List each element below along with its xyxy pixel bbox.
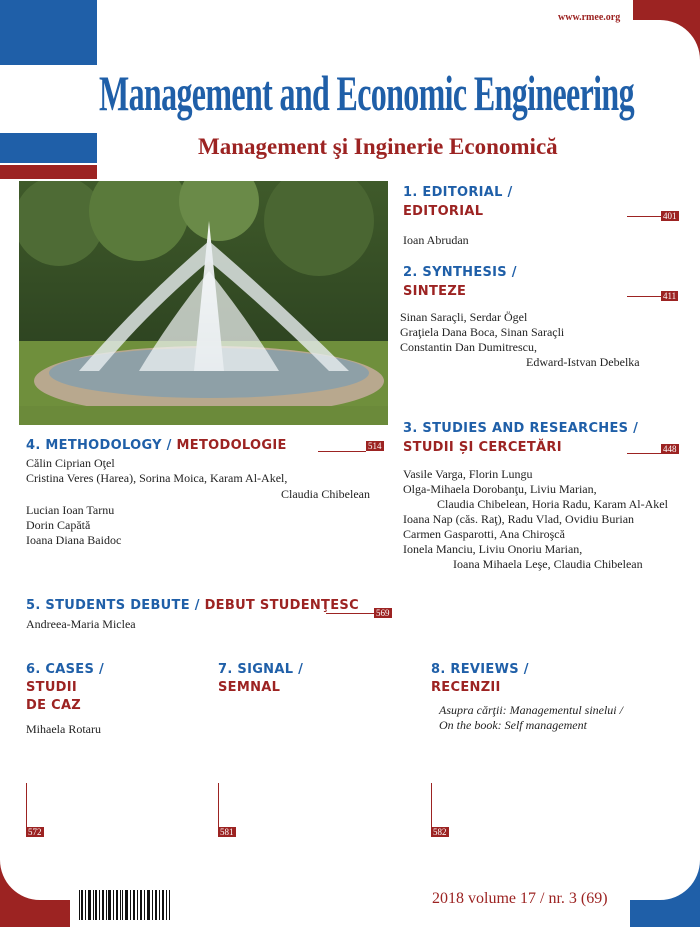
section-cases-ro1: STUDII bbox=[26, 680, 78, 695]
methodology-author-6[interactable]: Ioana Diana Baidoc bbox=[26, 533, 122, 547]
methodology-author-3[interactable]: Claudia Chibelean bbox=[281, 487, 370, 501]
barcode-icon bbox=[77, 890, 172, 920]
section-signal-en: 7. SIGNAL / bbox=[218, 662, 304, 677]
synthesis-page-number[interactable]: 411 bbox=[663, 291, 677, 301]
section-editorial-ro: EDITORIAL bbox=[403, 204, 484, 219]
cases-page-vline bbox=[26, 783, 27, 827]
section-methodology-title[interactable] bbox=[26, 438, 287, 453]
section-students-title[interactable] bbox=[26, 598, 359, 613]
signal-page-number[interactable]: 581 bbox=[220, 827, 234, 837]
synthesis-page-line bbox=[627, 296, 661, 297]
barcode-image bbox=[77, 890, 172, 920]
section-editorial-en: 1. EDITORIAL / bbox=[403, 185, 513, 200]
section-reviews-en: 8. REVIEWS / bbox=[431, 662, 529, 677]
issue-info: 2018 volume 17 / nr. 3 (69) bbox=[432, 890, 608, 907]
section-synthesis-title[interactable] bbox=[403, 265, 517, 299]
studies-author-7[interactable]: Ioana Mihaela Leşe, Claudia Chibelean bbox=[453, 557, 643, 571]
section-cases-en: 6. CASES / bbox=[26, 662, 104, 677]
studies-page-number[interactable]: 448 bbox=[663, 444, 677, 454]
section-studies-en: 3. STUDIES AND RESEARCHES / bbox=[403, 421, 639, 436]
section-signal-ro: SEMNAL bbox=[218, 680, 281, 695]
fountain-image bbox=[19, 181, 388, 425]
editorial-page-line bbox=[627, 216, 661, 217]
methodology-page-line bbox=[318, 451, 366, 452]
website-url[interactable]: www.rmee.org bbox=[558, 12, 621, 23]
section-methodology-ro: METODOLOGIE bbox=[176, 438, 287, 453]
cases-page-number[interactable]: 572 bbox=[28, 827, 42, 837]
methodology-author-1[interactable]: Călin Ciprian Oţel bbox=[26, 456, 115, 470]
synthesis-author-2[interactable]: Graţiela Dana Boca, Sinan Saraçli bbox=[400, 325, 565, 339]
methodology-author-4[interactable]: Lucian Ioan Tarnu bbox=[26, 503, 115, 517]
studies-author-4[interactable]: Ioana Nap (căs. Raţ), Radu Vlad, Ovidiu Burian bbox=[403, 512, 635, 526]
methodology-page-number[interactable]: 514 bbox=[368, 441, 382, 451]
fountain-photo bbox=[19, 181, 388, 425]
journal-subtitle-prefix: Revista de bbox=[99, 138, 183, 159]
journal-subtitle: Management şi Inginerie Economică bbox=[198, 134, 558, 159]
methodology-author-5[interactable]: Dorin Capătă bbox=[26, 518, 91, 532]
corner-mid-left-red bbox=[0, 165, 97, 179]
studies-author-5[interactable]: Carmen Gasparotti, Ana Chiroşcă bbox=[403, 527, 565, 541]
section-cases-title[interactable] bbox=[26, 661, 104, 715]
section-studies-ro: STUDII ȘI CERCETĂRI bbox=[403, 440, 562, 455]
section-students-ro: DEBUT STUDENŢESC bbox=[204, 598, 359, 613]
reviews-page-vline bbox=[431, 783, 432, 827]
section-synthesis-ro: SINTEZE bbox=[403, 284, 467, 299]
signal-page-vline bbox=[218, 783, 219, 827]
section-cases-ro2: DE CAZ bbox=[26, 698, 82, 713]
synthesis-author-1[interactable]: Sinan Saraçli, Serdar Ögel bbox=[400, 310, 528, 324]
journal-title-line2: Management and Economic Engineering bbox=[99, 65, 634, 121]
editorial-author[interactable]: Ioan Abrudan bbox=[403, 233, 469, 247]
journal-title-line1: Review of bbox=[99, 28, 187, 61]
students-author[interactable]: Andreea-Maria Miclea bbox=[26, 617, 136, 631]
corner-mid-left-blue bbox=[0, 133, 97, 163]
section-methodology-en: 4. METHODOLOGY / bbox=[26, 438, 172, 453]
students-page-line bbox=[326, 613, 374, 614]
reviews-item-2[interactable]: On the book: Self management bbox=[439, 718, 587, 732]
section-synthesis-en: 2. SYNTHESIS / bbox=[403, 265, 517, 280]
section-signal-title[interactable] bbox=[218, 661, 303, 697]
editorial-page-number[interactable]: 401 bbox=[663, 211, 677, 221]
studies-author-2[interactable]: Olga-Mihaela Dorobanţu, Liviu Marian, bbox=[403, 482, 597, 496]
students-page-number[interactable]: 569 bbox=[376, 608, 390, 618]
synthesis-author-3[interactable]: Constantin Dan Dumitrescu, bbox=[400, 340, 537, 354]
section-reviews-ro: RECENZII bbox=[431, 680, 501, 695]
studies-author-3[interactable]: Claudia Chibelean, Horia Radu, Karam Al-Akel bbox=[437, 497, 668, 511]
reviews-item-1[interactable]: Asupra cărţii: Managementul sinelui / bbox=[439, 703, 623, 717]
corner-top-left-accent bbox=[0, 65, 97, 79]
section-students-en: 5. STUDENTS DEBUTE / bbox=[26, 598, 200, 613]
methodology-author-2[interactable]: Cristina Veres (Harea), Sorina Moica, Karam Al-Akel, bbox=[26, 471, 288, 485]
section-editorial-title[interactable] bbox=[403, 185, 513, 219]
reviews-page-number[interactable]: 582 bbox=[433, 827, 447, 837]
synthesis-author-4[interactable]: Edward-Istvan Debelka bbox=[526, 355, 640, 369]
studies-author-1[interactable]: Vasile Varga, Florin Lungu bbox=[403, 467, 533, 481]
cases-author[interactable]: Mihaela Rotaru bbox=[26, 722, 101, 736]
studies-author-6[interactable]: Ionela Manciu, Liviu Onoriu Marian, bbox=[403, 542, 583, 556]
section-studies-title[interactable] bbox=[403, 421, 638, 455]
corner-top-left bbox=[0, 0, 97, 65]
studies-page-line bbox=[627, 453, 661, 454]
section-reviews-title[interactable] bbox=[431, 661, 529, 697]
